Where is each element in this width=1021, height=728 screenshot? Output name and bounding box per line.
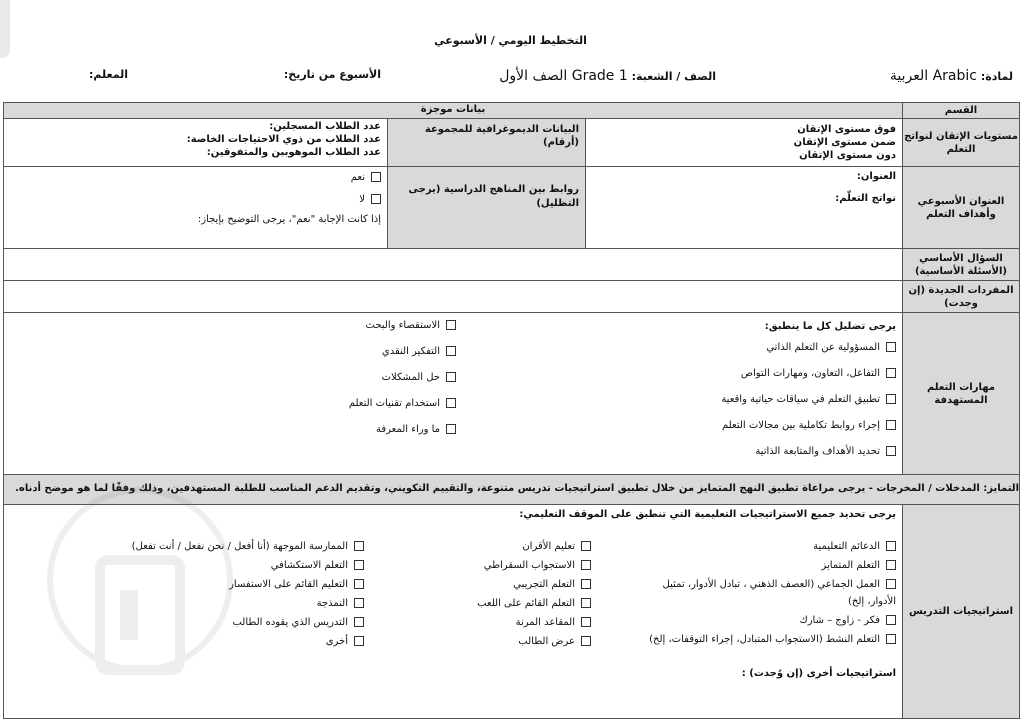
subject-label: لمادة: (980, 70, 1013, 83)
checkbox-icon[interactable] (354, 579, 364, 589)
subject-value: Arabic العربية (889, 68, 977, 84)
vocabulary-field[interactable] (4, 281, 903, 313)
grade-value: Grade 1 الصف الأول (499, 68, 628, 84)
subject-field (890, 68, 1013, 84)
checkbox-icon[interactable] (371, 172, 381, 182)
strategy-option[interactable]: التدريس الذي يقوده الطالب (104, 616, 364, 629)
strategy-option[interactable]: المقاعد المرنة (364, 616, 591, 629)
count-item: عدد الطلاب المسجلين: (269, 121, 381, 132)
skill-option[interactable]: استخدام تقنيات التعلم (256, 397, 456, 410)
strategy-option[interactable]: التعلم المتمايز (591, 559, 896, 572)
page-title: التخطيط اليومي / الأسبوعي (434, 34, 587, 47)
checkbox-icon[interactable] (886, 579, 896, 589)
checkbox-icon[interactable] (886, 541, 896, 551)
other-strategies-label: استراتيجيات أخرى (إن وُجدت) : (741, 668, 896, 679)
checkbox-icon[interactable] (371, 194, 381, 204)
skill-option[interactable]: تحديد الأهداف والمتابعة الذاتية (456, 445, 896, 458)
planning-table (3, 102, 1020, 719)
checkbox-icon[interactable] (354, 598, 364, 608)
strategy-option[interactable]: التعلم القائم على اللعب (364, 597, 591, 610)
strategy-option[interactable]: التعلم النشط (الاستجواب المتبادل، إجراء التوقفات، إلخ) (591, 633, 896, 646)
skill-option[interactable]: المسؤولية عن التعلم الذاتي (456, 341, 896, 354)
no-option[interactable]: لا (10, 193, 381, 206)
checkbox-icon[interactable] (886, 615, 896, 625)
grade-field (499, 68, 716, 84)
skill-option[interactable]: حل المشكلات (256, 371, 456, 384)
week-label: الأسبوع من تاريخ: (283, 68, 381, 81)
skill-option[interactable]: التفكير النقدي (256, 345, 456, 358)
strategies-col-1 (591, 540, 896, 648)
mastery-label: مستويات الإتقان لنواتج التعلم (903, 119, 1020, 167)
outcomes-label: نواتج التعلّم: (835, 193, 896, 204)
checkbox-icon[interactable] (354, 541, 364, 551)
checkbox-icon[interactable] (446, 346, 456, 356)
strategy-option[interactable]: الدعائم التعليمية (591, 540, 896, 553)
checkbox-icon[interactable] (581, 560, 591, 570)
count-item: عدد الطلاب الموهوبين والمتفوقين: (206, 147, 381, 158)
strategies-instruction: يرجى تحديد جميع الاستراتيجيات التعليمية التي تنطبق على الموقف التعليمي: (519, 509, 896, 520)
strategies-label: استراتيجيات التدريس (903, 505, 1020, 719)
skills-left-column (256, 319, 456, 458)
checkbox-icon[interactable] (446, 398, 456, 408)
checkbox-icon[interactable] (446, 320, 456, 330)
teacher-field (89, 68, 128, 81)
skills-label: مهارات التعلم المستهدفة (903, 313, 1020, 475)
strategy-option[interactable]: التعلم التجريبي (364, 578, 591, 591)
curriculum-links-options (4, 167, 388, 249)
checkbox-icon[interactable] (886, 446, 896, 456)
curriculum-links-label: روابط بين المناهج الدراسية (يرجى التظليل) (388, 167, 586, 249)
checkbox-icon[interactable] (446, 372, 456, 382)
strategy-option[interactable]: التعلم الاستكشافي (104, 559, 364, 572)
skill-option[interactable]: ما وراء المعرفة (256, 423, 456, 436)
strategy-option[interactable]: التعليم القائم على الاستفسار (104, 578, 364, 591)
strategy-option[interactable]: فكر - زاوج – شارك (591, 614, 896, 627)
weekly-title-cell (586, 167, 903, 249)
strategy-option[interactable]: تعليم الأقران (364, 540, 591, 553)
vocabulary-label: المفردات الجديدة (إن وجدت) (903, 281, 1020, 313)
checkbox-icon[interactable] (581, 541, 591, 551)
student-counts (4, 119, 388, 167)
demographics-label: البيانات الديموغرافية للمجموعة (أرقام) (388, 119, 586, 167)
strategy-option[interactable]: الممارسة الموجهة (أنا أفعل / نحن نفعل / أنت تفعل) (104, 540, 364, 553)
checkbox-icon[interactable] (581, 617, 591, 627)
strategy-option[interactable]: أخرى (104, 635, 364, 648)
title-label: العنوان: (856, 171, 896, 182)
week-field (284, 68, 381, 81)
skill-option[interactable]: التفاعل، التعاون، ومهارات التواص (456, 367, 896, 380)
checkbox-icon[interactable] (581, 579, 591, 589)
checkbox-icon[interactable] (886, 634, 896, 644)
weekly-label: العنوان الأسبوعي وأهداف التعلم (903, 167, 1020, 249)
strategies-col-3 (104, 540, 364, 648)
explain-text: إذا كانت الإجابة "نعم"، يرجى التوضيح بإيجاز: (197, 214, 381, 225)
checkbox-icon[interactable] (886, 560, 896, 570)
differentiation-banner: التمايز: المدخلات / المخرجات - يرجى مراعاة تطبيق النهج المتمايز من خلال تطبيق استراتيجيات تدريس متنوعة، والتقييم التكويني، وتقديم الدعم المناسب للطلبة المستهدفين، وذلك وفقًا لما هو موضح أدناه. (4, 475, 1020, 505)
strategy-option[interactable]: العمل الجماعي (العصف الذهني ، تبادل الأدوار، تمثيل (591, 578, 896, 591)
mastery-level: ضمن مستوى الإتقان (793, 137, 896, 148)
checkbox-icon[interactable] (886, 394, 896, 404)
skills-right-column (456, 341, 896, 458)
strategy-option[interactable]: عرض الطالب (364, 635, 591, 648)
grade-label: الصف / الشعبة: (631, 70, 716, 83)
skill-option[interactable]: الاستقصاء والبحث (256, 319, 456, 332)
skill-option[interactable]: تطبيق التعلم في سياقات حياتية واقعية (456, 393, 896, 406)
strategy-option[interactable]: الاستجواب السقراطي (364, 559, 591, 572)
checkbox-icon[interactable] (581, 636, 591, 646)
checkbox-icon[interactable] (354, 617, 364, 627)
section-header: القسم (903, 103, 1020, 119)
strategies-col-2 (364, 540, 591, 648)
mastery-levels (586, 119, 903, 167)
teacher-label: المعلم: (89, 68, 128, 81)
checkbox-icon[interactable] (446, 424, 456, 434)
strategy-option[interactable]: النمذجة (104, 597, 364, 610)
skills-cell (4, 313, 903, 475)
essential-question-label: السؤال الأساسي (الأسئلة الأساسية) (903, 249, 1020, 281)
mastery-level: فوق مستوى الإتقان (797, 124, 896, 135)
checkbox-icon[interactable] (581, 598, 591, 608)
strategies-cell (4, 505, 903, 719)
strategy-option-cont: الأدوار، إلخ) (848, 596, 896, 607)
checkbox-icon[interactable] (886, 368, 896, 378)
skills-instruction: يرجى تضليل كل ما ينطبق: (764, 321, 896, 332)
checkbox-icon[interactable] (886, 342, 896, 352)
mastery-level: دون مستوى الإتقان (799, 150, 896, 161)
count-item: عدد الطلاب من ذوي الاحتياجات الخاصة: (186, 134, 381, 145)
skill-option[interactable]: إجراء روابط تكاملية بين مجالات التعلم (456, 419, 896, 432)
summary-header: بيانات موجزة (4, 103, 903, 119)
checkbox-icon[interactable] (354, 560, 364, 570)
corner-tab (0, 0, 10, 58)
checkbox-icon[interactable] (354, 636, 364, 646)
yes-option[interactable]: نعم (10, 171, 381, 184)
checkbox-icon[interactable] (886, 420, 896, 430)
essential-question-field[interactable] (4, 249, 903, 281)
